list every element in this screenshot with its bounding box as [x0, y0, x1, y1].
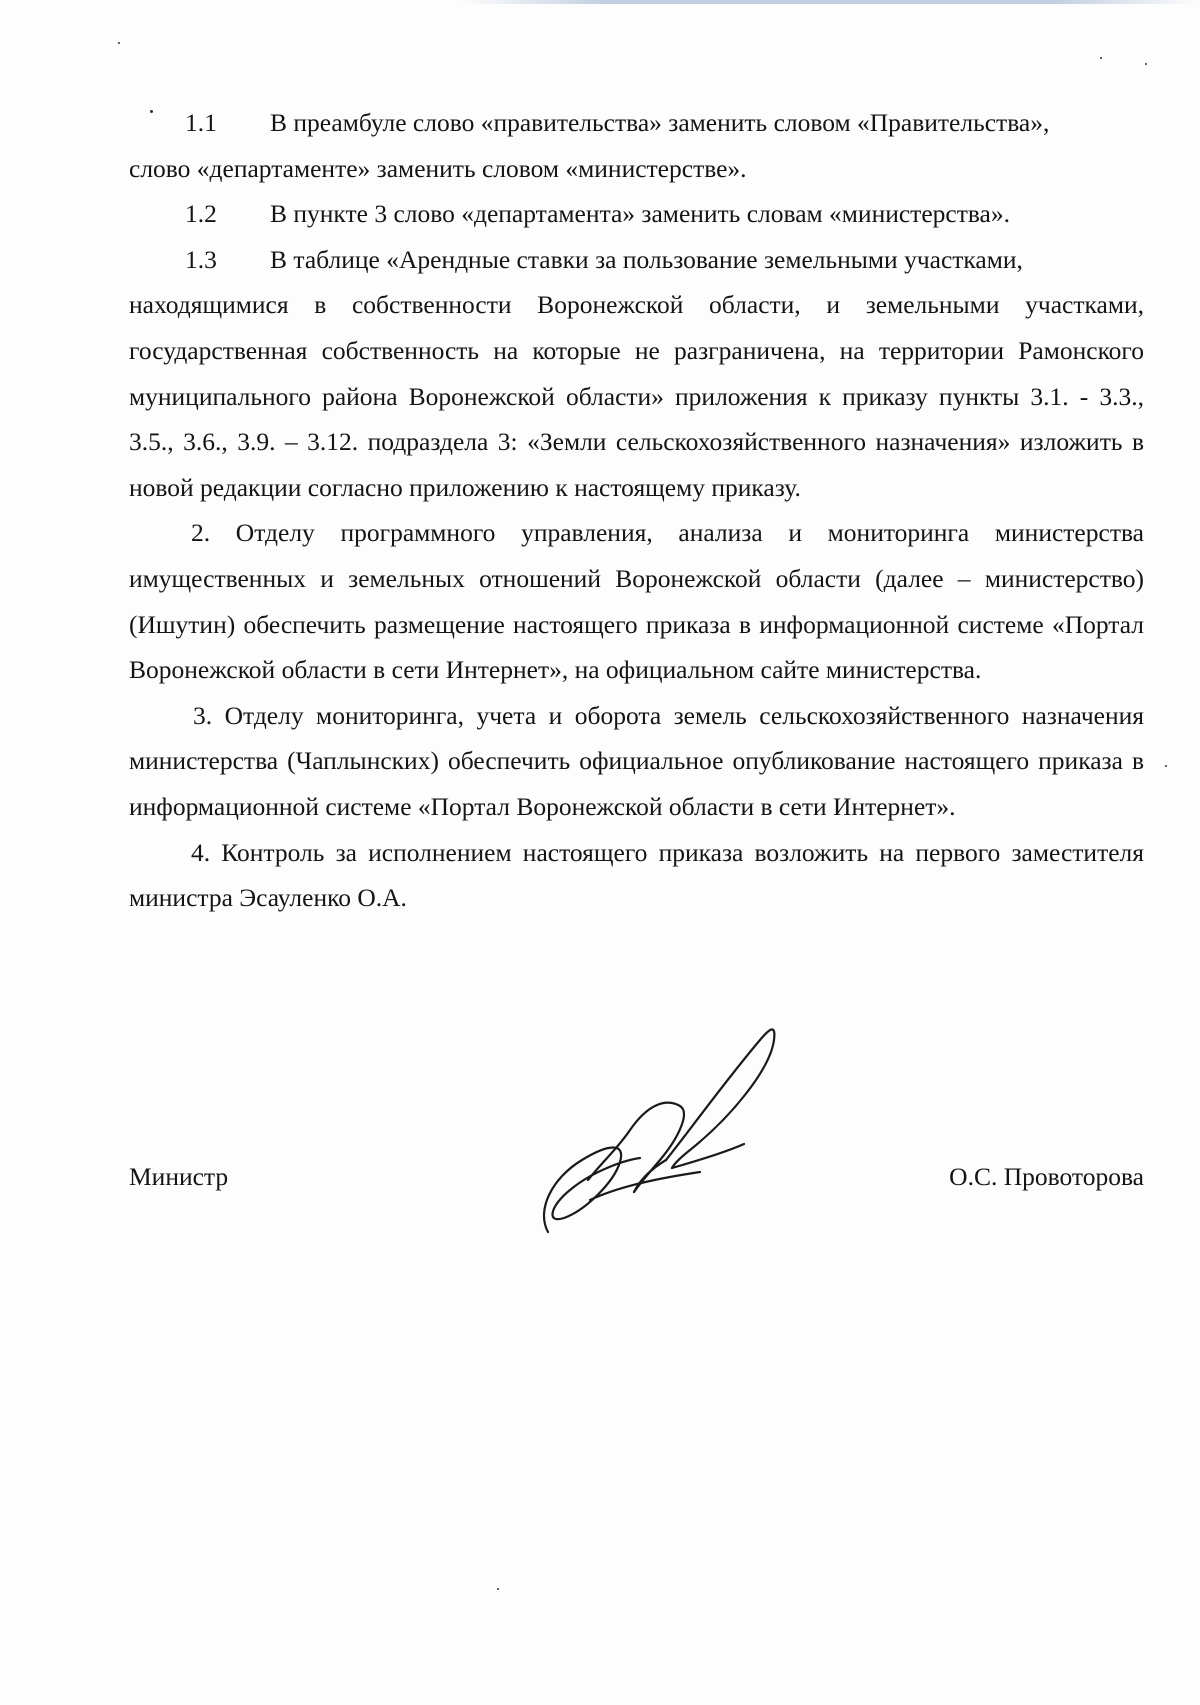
scan-speck: [497, 1588, 499, 1590]
scan-edge-line: [460, 0, 1200, 4]
item-number: 1.3: [185, 244, 217, 274]
paragraph-3: 3. Отделу мониторинга, учета и оборота земель сельскохозяйственного назначения министерства (Чаплынских) обеспечить официальное опубликование настоящего приказа в информационной системе «Портал Воронежской области в сети Интернет».: [129, 700, 1144, 821]
document-body: [129, 100, 1144, 921]
scan-speck: [118, 42, 120, 44]
item-number: 1.2: [185, 199, 217, 229]
item-number: 1.1: [185, 108, 217, 137]
item-1-3: [129, 237, 1144, 511]
paragraph-2: 2. Отделу программного управления, анализа и мониторинга министерства имущественных и земельных отношений Воронежской области (далее – министерство) (Ишутин) обеспечить размещение настоящего приказа в информационной системе «Портал Воронежской области в сети Интернет», на официальном сайте министерства.: [129, 518, 1144, 685]
scan-speck: [1165, 765, 1167, 767]
signer-name: О.С. Провоторова: [949, 1162, 1144, 1191]
item-text-first: В таблице «Арендные ставки за пользование земельными участками,: [270, 244, 1023, 274]
signer-title: Министр: [129, 1162, 229, 1191]
scan-speck: [1100, 57, 1102, 59]
handwritten-signature: [530, 1010, 850, 1240]
item-text-rest: слово «департаменте» заменить словом «министерстве».: [129, 153, 747, 183]
paragraph-4: 4. Контроль за исполнением настоящего приказа возложить на первого заместителя министра Эсауленко О.А.: [129, 837, 1144, 913]
scan-speck: [1145, 63, 1147, 65]
item-1-1: [129, 100, 1144, 191]
item-text-first: В преамбуле слово «правительства» заменить словом «Правительства»,: [270, 108, 1050, 137]
item-text-first: В пункте 3 слово «департамента» заменить словам «министерства».: [270, 199, 1010, 229]
item-text-rest: находящимися в собственности Воронежской области, и земельными участками, государственная собственность на которые не разграничена, на территории Рамонского муниципального района Воронежской области» приложения к приказу пункты 3.1. - 3.3., 3.5., 3.6., 3.9. – 3.12. подраздела 3: «Земли сельскохозяйственного назначения» изложить в новой редакции согласно приложению к настоящему приказу.: [129, 290, 1144, 502]
item-1-2: [129, 191, 1144, 237]
